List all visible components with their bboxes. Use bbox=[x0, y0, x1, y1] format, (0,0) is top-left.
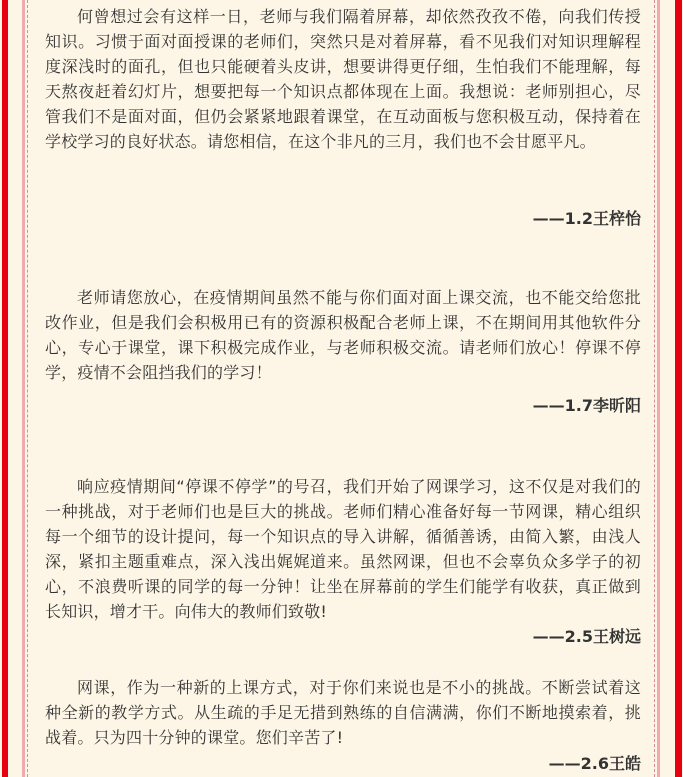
inner-border-left bbox=[22, 0, 25, 777]
letter-entry-4 bbox=[45, 675, 641, 750]
outer-border-left bbox=[2, 0, 8, 777]
inner-border-right bbox=[657, 0, 660, 777]
outer-border-right bbox=[675, 0, 682, 777]
dashed-border-left bbox=[27, 0, 28, 777]
letter-signature: ——2.6王皓 bbox=[548, 754, 641, 773]
letter-entry-3 bbox=[45, 474, 641, 624]
letter-text: 响应疫情期间“停课不停学”的号召，我们开始了网课学习，这不仅是对我们的一种挑战，对于老师们也是巨大的挑战。老师们精心准备好每一节网课，精心组织每一个细节的设计提问，每一个知识点的导入讲解，循循善诱，由简入繁，由浅人深，紧扣主题重难点，深入浅出娓娓道来。虽然网课，但也不会辜负众多学子的初心，不浪费听课的同学的每一分钟！让坐在屏幕前的学生们能学有收获，真正做到长知识，增才干。向伟大的教师们致敬! bbox=[45, 477, 641, 621]
letter-signature: ——1.7李昕阳 bbox=[532, 396, 641, 415]
letter-signature: ——1.2王梓怡 bbox=[532, 209, 641, 228]
letter-text: 老师请您放心，在疫情期间虽然不能与你们面对面上课交流，也不能交给您批改作业，但是我们会积极用已有的资源积极配合老师上课，不在期间用其他软件分心，专心于课堂，课下积极完成作业，与老师积极交流。请老师们放心！停课不停学，疫情不会阻挡我们的学习！ bbox=[45, 288, 641, 382]
letter-signature: ——2.5王树远 bbox=[532, 627, 641, 646]
letter-entry-2 bbox=[45, 285, 641, 385]
letter-text: 何曾想过会有这样一日，老师与我们隔着屏幕，却依然孜孜不倦，向我们传授知识。习惯于面对面授课的老师们，突然只是对着屏幕，看不见我们对知识理解程度深浅时的面孔，但也只能硬着头皮讲，想要讲得更仔细，生怕我们不能理解，每天熬夜赶着幻灯片，想要把每一个知识点都体现在上面。我想说：老师别担心，尽管我们不是面对面，但仍会紧紧地跟着课堂，在互动面板与您积极互动，保持着在学校学习的良好状态。请您相信，在这个非凡的三月，我们也不会甘愿平凡。 bbox=[45, 7, 641, 151]
dashed-border-right bbox=[654, 0, 655, 777]
letter-text: 网课，作为一种新的上课方式，对于你们来说也是不小的挑战。不断尝试着这种全新的教学方式。从生疏的手足无措到熟练的自信满满，你们不断地摸索着，挑战着。只为四十分钟的课堂。您们辛苦了! bbox=[45, 678, 641, 747]
letter-entry-1 bbox=[45, 4, 641, 154]
